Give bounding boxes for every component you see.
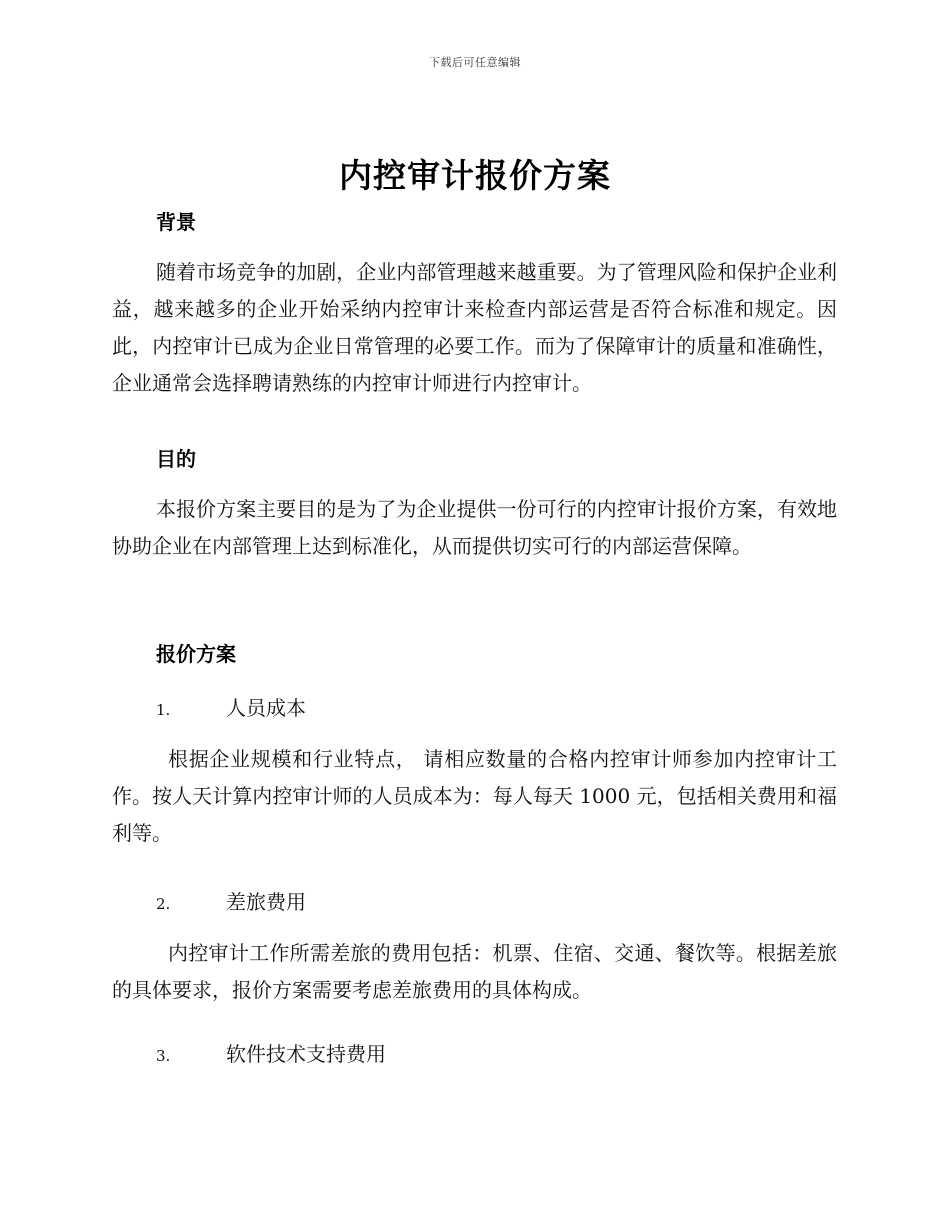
paragraph-purpose: 本报价方案主要目的是为了为企业提供一份可行的内控审计报价方案，有效地协助企业在内部管理上达到标准化，从而提供切实可行的内部运营保障。 xyxy=(112,497,837,558)
list-item-personnel-cost xyxy=(156,692,306,721)
header-note: 下载后可任意编辑 xyxy=(429,56,521,69)
list-number: 3. xyxy=(156,1047,171,1065)
paragraph-travel-cost: 内控审计工作所需差旅的费用包括：机票、住宿、交通、餐饮等。根据差旅的具体要求，报价方案需要考虑差旅费用的具体构成。 xyxy=(112,941,837,1002)
section-heading-background: 背景 xyxy=(156,210,196,234)
list-item-travel-cost xyxy=(156,886,306,915)
section-heading-purpose: 目的 xyxy=(156,447,196,471)
list-label: 软件技术支持费用 xyxy=(226,1042,386,1066)
document-title: 内控审计报价方案 xyxy=(339,156,611,195)
section-heading-quote: 报价方案 xyxy=(156,642,236,666)
paragraph-personnel-cost: 根据企业规模和行业特点， 请相应数量的合格内控审计师参加内控审计工作。按人天计算内控审计师的人员成本为：每人每天 1000 元，包括相关费用和福利等。 xyxy=(112,747,837,845)
paragraph-background: 随着市场竞争的加剧，企业内部管理越来越重要。为了管理风险和保护企业利益，越来越多的企业开始采纳内控审计来检查内部运营是否符合标准和规定。因此，内控审计已成为企业日常管理的必要工作。而为了保障审计的质量和准确性，企业通常会选择聘请熟练的内控审计师进行内控审计。 xyxy=(112,260,837,395)
list-item-software-support-cost xyxy=(156,1038,386,1067)
list-number: 2. xyxy=(156,895,171,913)
list-number: 1. xyxy=(156,701,171,719)
list-label: 差旅费用 xyxy=(226,890,306,914)
list-label: 人员成本 xyxy=(226,696,306,720)
